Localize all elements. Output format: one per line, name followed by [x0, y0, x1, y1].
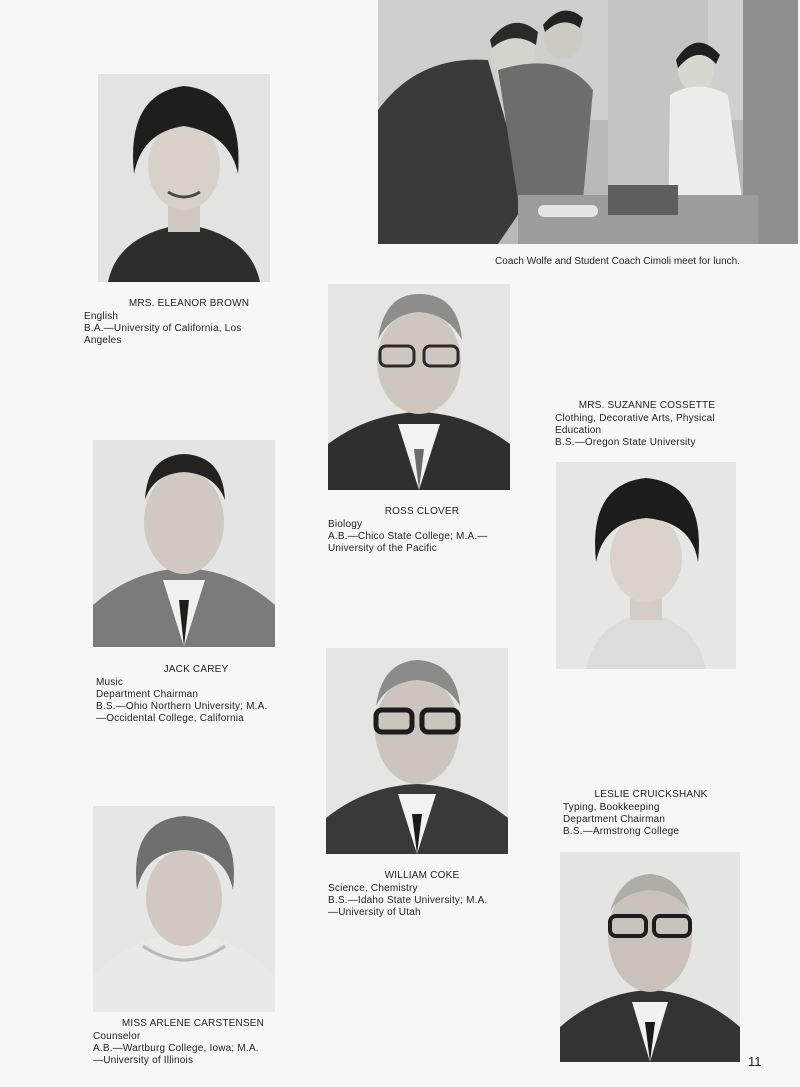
caption-arlene-carstensen [93, 1018, 293, 1067]
faculty-line: Education [555, 425, 602, 436]
portrait-william-coke [326, 648, 508, 854]
faculty-line: Clothing, Decorative Arts, Physical [555, 413, 715, 424]
faculty-line: Science, Chemistry [328, 883, 418, 894]
faculty-line: B.S.—Armstrong College [563, 826, 680, 837]
portrait-jack-carey [93, 440, 275, 647]
faculty-line: Department Chairman [563, 814, 666, 825]
group-photo-caption: Coach Wolfe and Student Coach Cimoli meet for lunch. [495, 256, 740, 267]
faculty-name: WILLIAM COKE [384, 870, 460, 881]
faculty-name: ROSS CLOVER [384, 506, 460, 517]
faculty-line: —University of Illinois [93, 1055, 194, 1066]
faculty-name: JACK CAREY [163, 664, 229, 675]
portrait-leslie-cruickshank [560, 852, 740, 1062]
faculty-line: Typing, Bookkeeping [563, 802, 660, 813]
faculty-line: A.B.—Chico State College; M.A.— [328, 531, 488, 542]
portrait-ross-clover [328, 284, 510, 490]
faculty-name: LESLIE CRUICKSHANK [594, 789, 708, 800]
faculty-line: B.S.—Idaho State University; M.A. [328, 895, 488, 906]
caption-suzanne-cossette [555, 400, 739, 449]
caption-eleanor-brown [84, 298, 294, 347]
faculty-line: —University of Utah [328, 907, 421, 918]
portrait-eleanor-brown [98, 74, 270, 282]
faculty-line: Department Chairman [96, 689, 199, 700]
caption-william-coke [328, 870, 516, 919]
faculty-line: B.S.—Oregon State University [555, 437, 696, 448]
faculty-name: MISS ARLENE CARSTENSEN [121, 1018, 265, 1029]
faculty-name: MRS. ELEANOR BROWN [128, 298, 250, 309]
caption-leslie-cruickshank [563, 789, 739, 838]
caption-jack-carey [96, 664, 296, 725]
faculty-line: Music [96, 677, 124, 688]
faculty-line: Counselor [93, 1031, 141, 1042]
faculty-line: Angeles [84, 335, 122, 346]
faculty-name: MRS. SUZANNE COSSETTE [578, 400, 716, 411]
portrait-arlene-carstensen [93, 806, 275, 1012]
faculty-line: B.S.—Ohio Northern University; M.A. [96, 701, 268, 712]
faculty-line: A.B.—Wartburg College, Iowa; M.A. [93, 1043, 259, 1054]
group-lunch-photo [378, 0, 798, 244]
caption-ross-clover [328, 506, 516, 555]
faculty-line: Biology [328, 519, 363, 530]
faculty-line: —Occidental College, California [96, 713, 244, 724]
faculty-line: University of the Pacific [328, 543, 437, 554]
portrait-suzanne-cossette [556, 462, 736, 669]
faculty-line: B.A.—University of California, Los [84, 323, 242, 334]
page-number: 11 [748, 1054, 762, 1069]
faculty-line: English [84, 311, 119, 322]
